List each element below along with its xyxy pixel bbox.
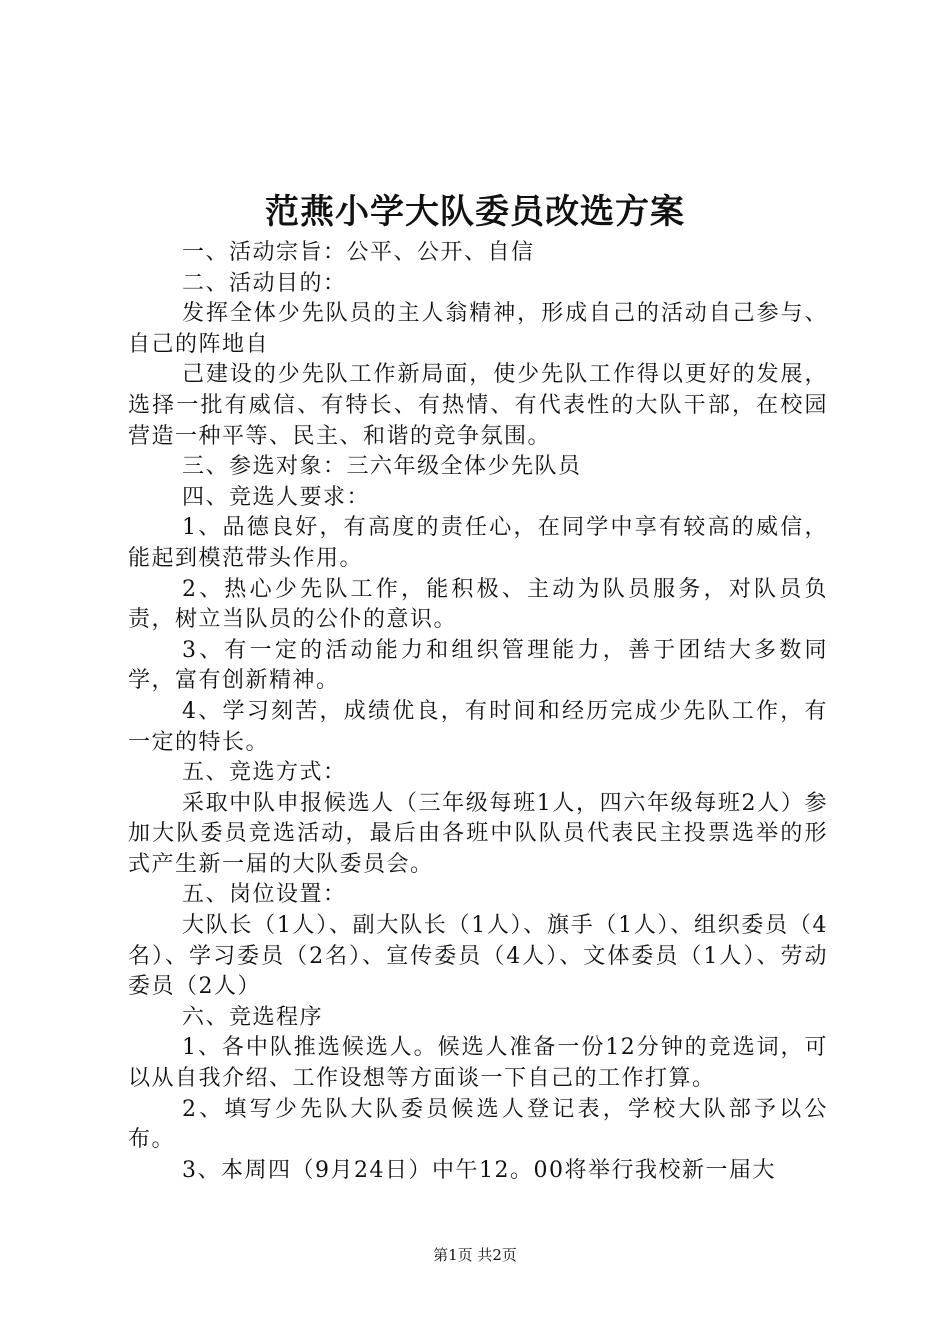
paragraph: 采取中队申报候选人（三年级每班1人，四六年级每班2人）参加大队委员竞选活动，最后由各班中队队员代表民主投票选举的形式产生新一届的大队委员会。 bbox=[128, 790, 828, 877]
paragraph: 六、竞选程序 bbox=[182, 1004, 324, 1030]
paragraph: 四、竞选人要求： bbox=[182, 484, 371, 510]
paragraph: 大队长（1人）、副大队长（1人）、旗手（1人）、组织委员（4名）、学习委员（2名）、宣传委员（4人）、文体委员（1人）、劳动委员（2人） bbox=[128, 913, 828, 1000]
paragraph: 五、竞选方式： bbox=[182, 760, 347, 786]
paragraph: 二、活动目的： bbox=[182, 270, 347, 296]
page-indicator: 第1页 共2页 bbox=[433, 1246, 517, 1264]
paragraph: 发挥全体少先队员的主人翁精神，形成自己的活动自己参与、自己的阵地自 bbox=[128, 301, 828, 357]
document-title: 范燕小学大队委员改选方案 bbox=[265, 192, 685, 232]
paragraph: 己建设的少先队工作新局面，使少先队工作得以更好的发展，选择一批有威信、有特长、有热情、有代表性的大队干部，在校园营造一种平等、民主、和谐的竞争氛围。 bbox=[128, 362, 828, 449]
paragraph: 一、活动宗旨：公平、公开、自信 bbox=[182, 240, 535, 265]
document-body bbox=[128, 238, 828, 1186]
paragraph: 4、学习刻苦，成绩优良，有时间和经历完成少先队工作，有一定的特长。 bbox=[128, 698, 828, 755]
paragraph: 2、热心少先队工作，能积极、主动为队员服务，对队员负责，树立当队员的公仆的意识。 bbox=[128, 576, 828, 633]
paragraph: 3、有一定的活动能力和组织管理能力，善于团结大多数同学，富有创新精神。 bbox=[128, 637, 828, 694]
paragraph: 三、参选对象：三六年级全体少先队员 bbox=[182, 454, 582, 480]
paragraph: 1、品德良好，有高度的责任心，在同学中享有较高的威信，能起到模范带头作用。 bbox=[128, 515, 828, 571]
paragraph: 五、岗位设置： bbox=[182, 882, 347, 908]
paragraph: 3、本周四（9月24日）中午12。00将举行我校新一届大 bbox=[182, 1157, 776, 1183]
paragraph: 1、各中队推选候选人。候选人准备一份12分钟的竞选词，可以从自我介绍、工作设想等方面谈一下自己的工作打算。 bbox=[128, 1035, 828, 1092]
paragraph: 2、填写少先队大队委员候选人登记表，学校大队部予以公布。 bbox=[128, 1096, 828, 1153]
